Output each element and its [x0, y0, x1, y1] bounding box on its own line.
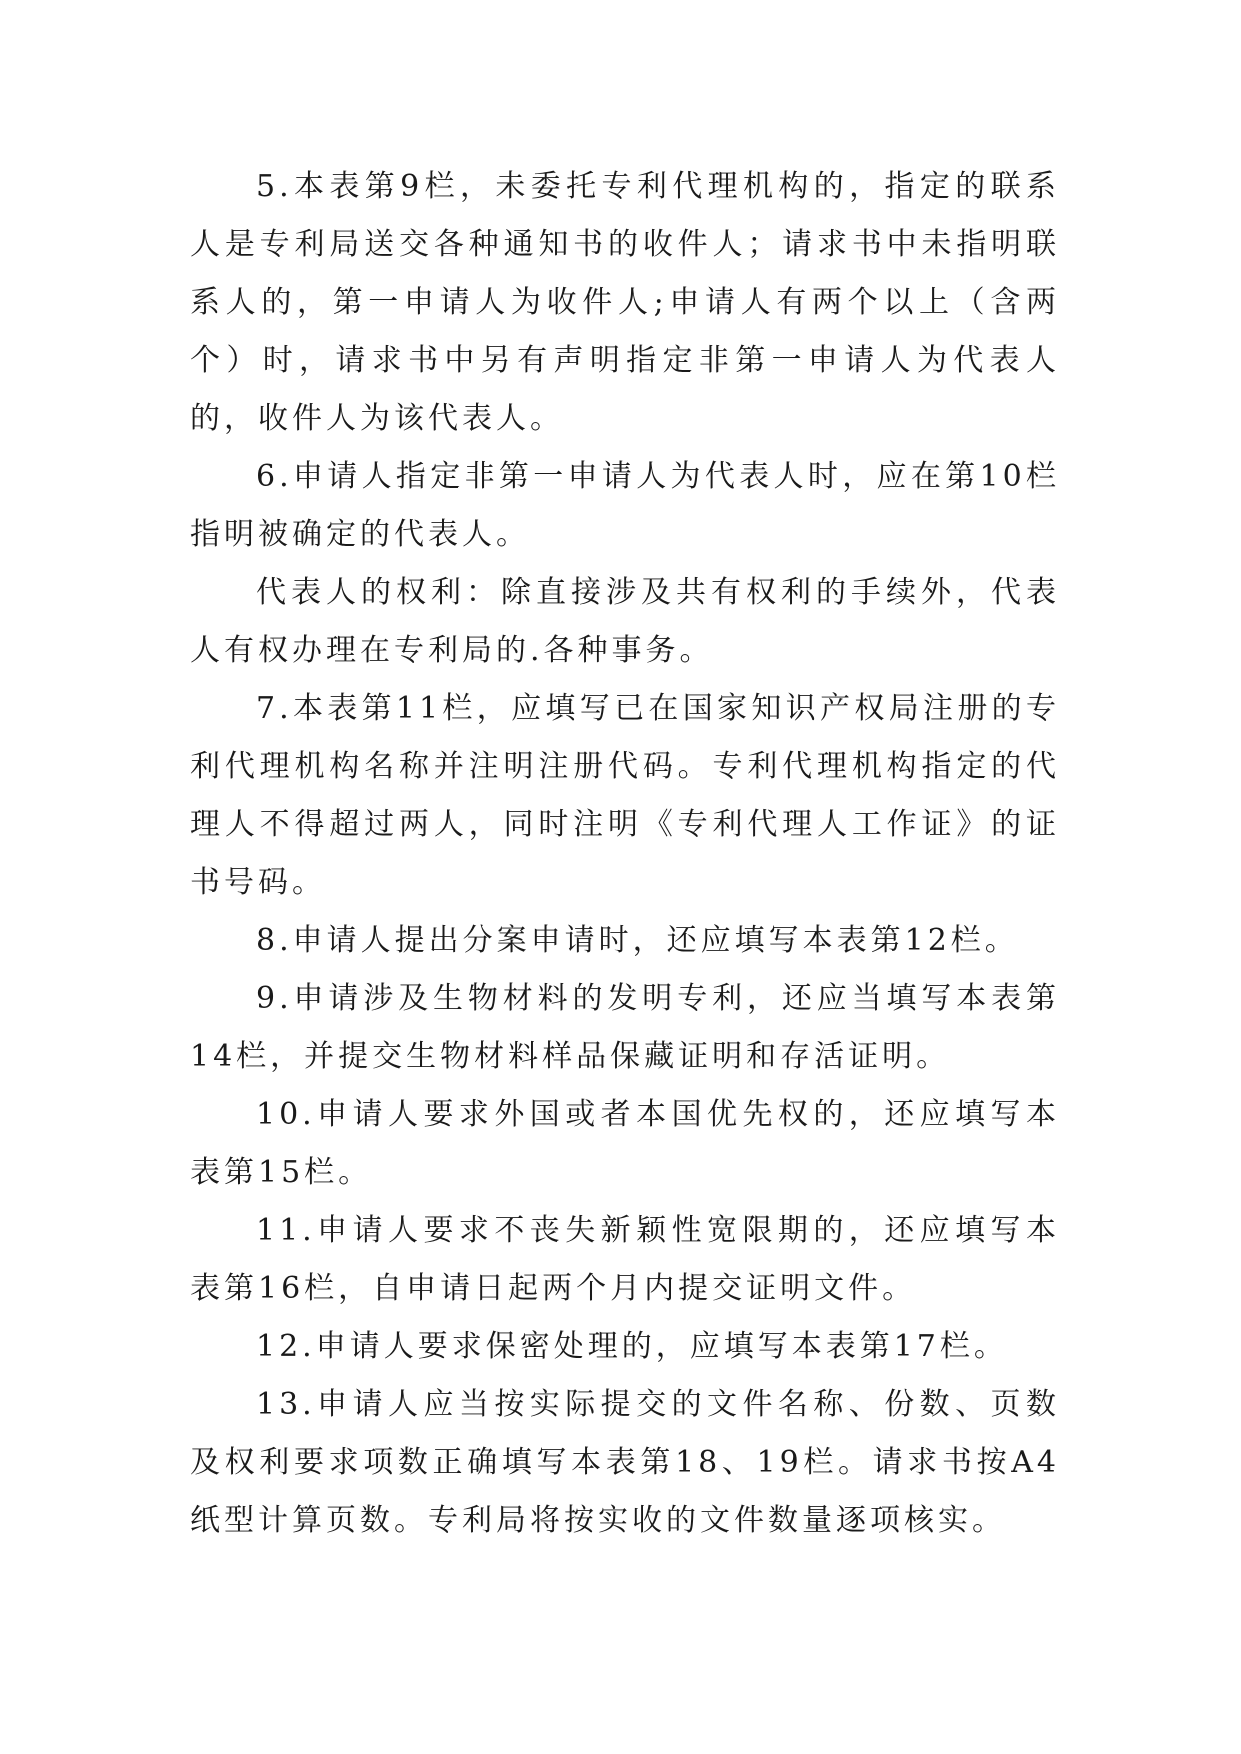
- paragraph-12-confidentiality: 12.申请人要求保密处理的，应填写本表第17栏。: [256, 1329, 1008, 1364]
- paragraph-7-patent-agency: 7.本表第11栏，应填写已在国家知识产权局注册的专利代理机构名称并注明注册代码。专利代理机构指定的代理人不得超过两人，同时注明《专利代理人工作证》的证书号码。: [190, 691, 1060, 900]
- paragraph-10-priority: 10.申请人要求外国或者本国优先权的，还应填写本表第15栏。: [190, 1097, 1060, 1190]
- paragraph-5-contact-person: 5.本表第9栏，未委托专利代理机构的，指定的联系人是专利局送交各种通知书的收件人；请求书中未指明联系人的，第一申请人为收件人;申请人有两个以上（含两个）时，请求书中另有声明指定非第一申请人为代表人的，收件人为该代表人。: [190, 169, 1060, 436]
- document-body: [190, 158, 1060, 1550]
- paragraph-representative-rights: 代表人的权利：除直接涉及共有权利的手续外，代表人有权办理在专利局的.各种事务。: [190, 575, 1060, 668]
- paragraph-8-divisional-application: 8.申请人提出分案申请时，还应填写本表第12栏。: [256, 923, 1019, 958]
- paragraph-13-documents-count: 13.申请人应当按实际提交的文件名称、份数、页数及权利要求项数正确填写本表第18、19栏。请求书按A4纸型计算页数。专利局将按实收的文件数量逐项核实。: [190, 1387, 1060, 1538]
- paragraph-9-biological-material: 9.申请涉及生物材料的发明专利，还应当填写本表第14栏，并提交生物材料样品保藏证明和存活证明。: [190, 981, 1060, 1074]
- paragraph-11-grace-period: 11.申请人要求不丧失新颖性宽限期的，还应填写本表第16栏，自申请日起两个月内提交证明文件。: [190, 1213, 1060, 1306]
- paragraph-6-representative: 6.申请人指定非第一申请人为代表人时，应在第10栏指明被确定的代表人。: [190, 459, 1060, 552]
